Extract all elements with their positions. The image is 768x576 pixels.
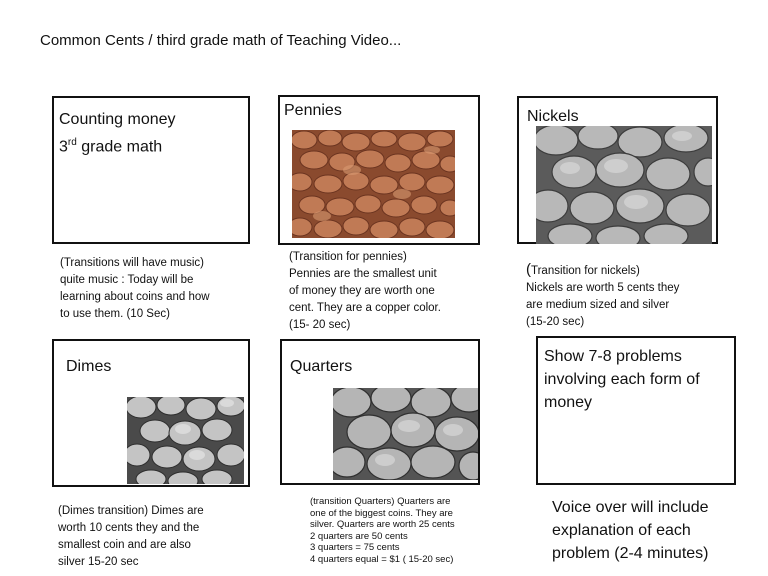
dimes-pile-image (127, 397, 244, 484)
quarters-photo (333, 388, 478, 480)
caption-line: 4 quarters equal = $1 ( 15-20 sec) (310, 553, 454, 565)
caption-line: cent. They are a copper color. (289, 302, 441, 314)
problems-label (544, 345, 700, 414)
nickels-pile-image (536, 126, 712, 244)
intro-caption (60, 255, 210, 323)
intro-label (59, 108, 176, 158)
page-title: Common Cents / third grade math of Teaching Video... (40, 32, 402, 49)
caption-line: quite music : Today will be (60, 274, 194, 286)
caption-line: silver. Quarters are worth 25 cents (310, 519, 455, 531)
caption-line: 3 quarters = 75 cents (310, 542, 400, 554)
problems-label-line: Show 7-8 problems (544, 348, 682, 365)
intro-grade-text: grade math (76, 138, 163, 156)
caption-line: to use them. (10 Sec) (60, 308, 170, 320)
nickels-label: Nickels (527, 108, 579, 125)
pennies-pile-image (292, 130, 455, 238)
pennies-label: Pennies (284, 102, 342, 119)
caption-line: Voice over will include (552, 499, 709, 516)
caption-line: problem (2-4 minutes) (552, 545, 709, 562)
caption-line: smallest coin and are also (58, 539, 191, 551)
caption-line: Pennies are the smallest unit (289, 268, 437, 280)
dimes-label: Dimes (66, 358, 112, 375)
caption-line: 2 quarters are 50 cents (310, 530, 408, 542)
intro-label-line1: Counting money (59, 111, 176, 128)
intro-grade-number: 3 (59, 138, 68, 156)
caption-text: Transition for nickels) (531, 265, 640, 277)
caption-line: worth 10 cents they and the (58, 522, 200, 534)
intro-label-line2 (59, 131, 176, 158)
problems-caption (552, 496, 709, 565)
caption-line: Nickels are worth 5 cents they (526, 282, 680, 294)
caption-line: learning about coins and how (60, 291, 210, 303)
quarters-label: Quarters (290, 358, 353, 375)
intro-grade-suffix: rd (67, 137, 77, 148)
nickels-caption (526, 261, 679, 331)
caption-line: (15- 20 sec) (289, 319, 351, 331)
quarters-pile-image (333, 388, 478, 480)
caption-line: are medium sized and silver (526, 299, 670, 311)
caption-line: (15-20 sec) (526, 316, 585, 328)
caption-line: explanation of each (552, 522, 691, 539)
pennies-photo (292, 130, 455, 238)
caption-line: (Transitions will have music) (60, 257, 204, 269)
caption-line: (Transition for pennies) (289, 251, 407, 263)
caption-line (526, 261, 679, 280)
pennies-caption (289, 249, 441, 334)
nickels-photo (536, 126, 712, 244)
dimes-caption (58, 503, 204, 571)
quarters-caption (310, 496, 455, 566)
dimes-photo (127, 397, 244, 484)
caption-line: silver 15-20 sec (58, 556, 139, 568)
caption-line: one of the biggest coins. They are (310, 507, 453, 519)
problems-label-line: involving each form of (544, 371, 700, 388)
caption-line: of money they are worth one (289, 285, 435, 297)
caption-line: (Dimes transition) Dimes are (58, 505, 204, 517)
caption-line: (transition Quarters) Quarters are (310, 496, 451, 507)
caption-open-paren: ( (526, 261, 531, 278)
problems-label-line: money (544, 394, 593, 411)
